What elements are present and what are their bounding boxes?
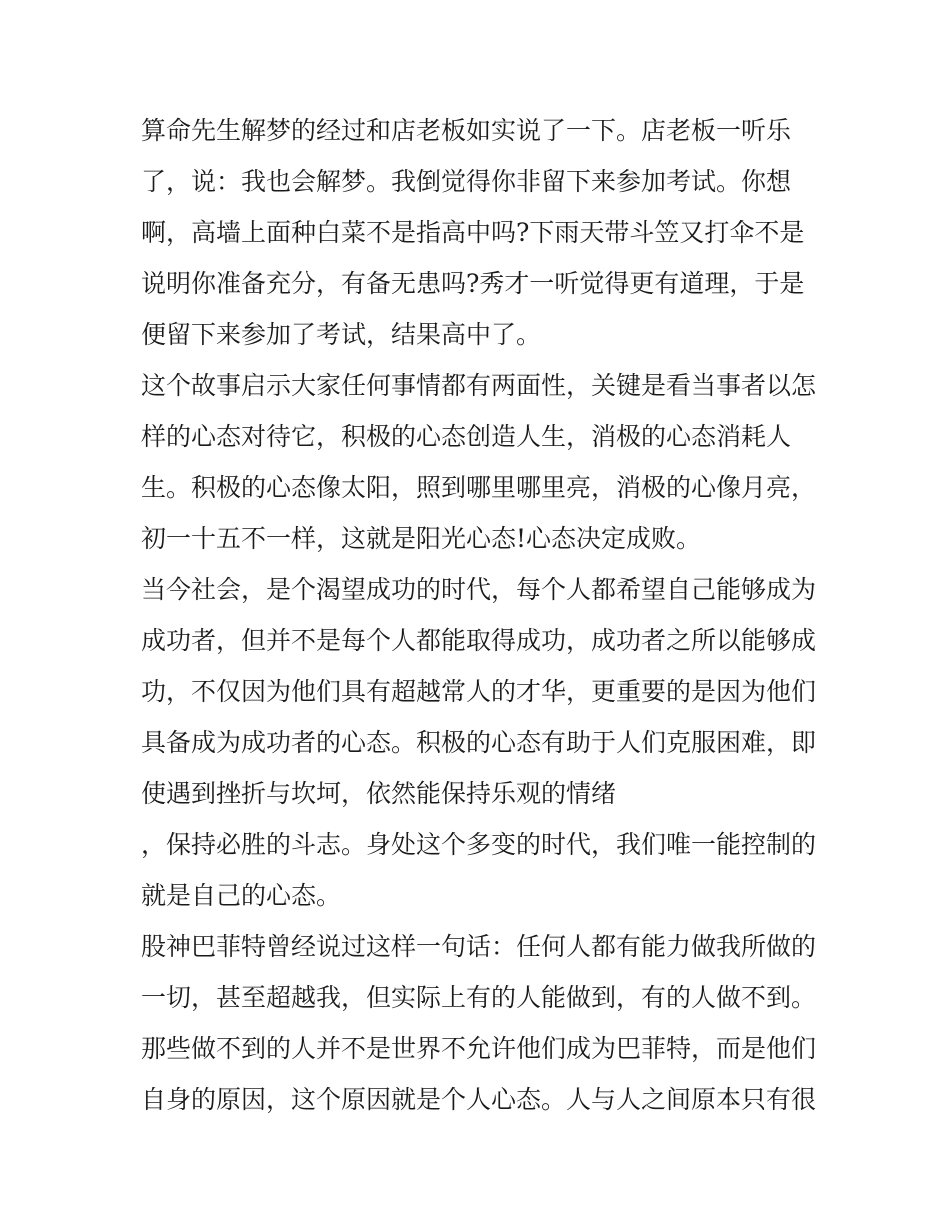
- text-line: 具备成为成功者的心态。积极的心态有助于人们克服困难，即: [141, 728, 817, 757]
- text-line: 功，不仅因为他们具有超越常人的才华，更重要的是因为他们: [141, 677, 817, 706]
- text-line: ，保持必胜的斗志。身处这个多变的时代，我们唯一能控制的: [141, 830, 817, 859]
- text-line: 使遇到挫折与坎坷，依然能保持乐观的情绪: [141, 779, 617, 808]
- text-line: 说明你准备充分，有备无患吗?秀才一听觉得更有道理，于是: [141, 269, 805, 298]
- text-line: 算命先生解梦的经过和店老板如实说了一下。店老板一听乐: [141, 116, 792, 145]
- text-line: 当今社会，是个渴望成功的时代，每个人都希望自己能够成为: [141, 575, 817, 604]
- text-line: 样的心态对待它，积极的心态创造人生，消极的心态消耗人: [141, 422, 792, 451]
- text-line: 自身的原因，这个原因就是个人心态。人与人之间原本只有很: [141, 1085, 817, 1114]
- text-line: 就是自己的心态。: [141, 881, 342, 910]
- text-line: 便留下来参加了考试，结果高中了。: [141, 320, 542, 349]
- text-line: 这个故事启示大家任何事情都有两面性，关键是看当事者以怎: [141, 371, 817, 400]
- text-line: 生。积极的心态像太阳，照到哪里哪里亮，消极的心像月亮，: [141, 473, 817, 502]
- document-body: [141, 105, 821, 1125]
- text-line: 初一十五不一样，这就是阳光心态!心态决定成败。: [141, 524, 702, 553]
- text-line: 了，说：我也会解梦。我倒觉得你非留下来参加考试。你想: [141, 167, 792, 196]
- text-line: 那些做不到的人并不是世界不允许他们成为巴菲特，而是他们: [141, 1034, 817, 1063]
- text-line: 一切，甚至超越我，但实际上有的人能做到，有的人做不到。: [141, 983, 817, 1012]
- text-line: 啊，高墙上面种白菜不是指高中吗?下雨天带斗笠又打伞不是: [141, 218, 805, 247]
- text-line: 股神巴菲特曾经说过这样一句话：任何人都有能力做我所做的: [141, 932, 817, 961]
- text-line: 成功者，但并不是每个人都能取得成功，成功者之所以能够成: [141, 626, 817, 655]
